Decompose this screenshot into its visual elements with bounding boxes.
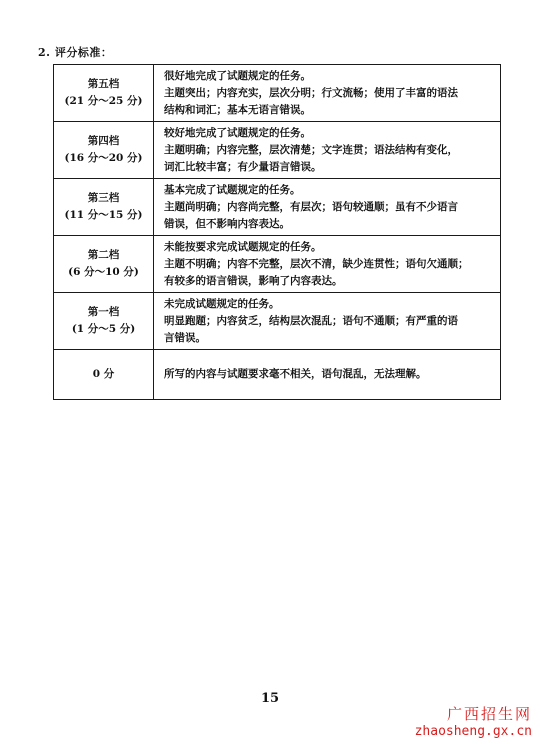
description-line: 未完成试题规定的任务。	[164, 297, 280, 310]
level-name: 第一档	[87, 306, 120, 318]
description-line: 主题突出；内容充实，层次分明；行文流畅；使用了丰富的语法	[164, 86, 458, 99]
watermark-site-name: 广西招生网	[446, 705, 532, 723]
description-line: 结构和词汇；基本无语言错误。	[164, 103, 311, 116]
page-number: 15	[260, 691, 280, 706]
table-row	[54, 293, 501, 350]
table-row	[54, 65, 501, 122]
site-watermark	[415, 706, 532, 740]
description-line: 主题不明确；内容不完整，层次不清，缺少连贯性；语句欠通顺；	[164, 257, 469, 270]
level-score-range: (6 分～10 分)	[68, 266, 139, 278]
description-line: 很好地完成了试题规定的任务。	[164, 69, 311, 82]
description-line: 错误，但不影响内容表达。	[164, 217, 290, 230]
level-name: 第三档	[87, 192, 120, 204]
table-row	[54, 350, 501, 400]
description-cell	[154, 65, 501, 122]
level-cell	[54, 122, 154, 179]
level-name: 0 分	[92, 368, 115, 380]
level-name: 第四档	[87, 135, 120, 147]
level-score-range: (1 分～5 分)	[71, 323, 136, 335]
description-line: 词汇比较丰富；有少量语言错误。	[164, 160, 322, 173]
description-line: 较好地完成了试题规定的任务。	[164, 126, 311, 139]
level-cell	[54, 236, 154, 293]
level-score-range: (21 分～25 分)	[64, 95, 143, 107]
table-row	[54, 122, 501, 179]
description-line: 主题明确；内容完整，层次清楚；文字连贯；语法结构有变化，	[164, 143, 458, 156]
description-cell	[154, 179, 501, 236]
description-cell	[154, 350, 501, 400]
description-line: 明显跑题；内容贫乏，结构层次混乱；语句不通顺；有严重的语	[164, 314, 458, 327]
description-line: 言错误。	[164, 331, 206, 344]
description-line: 基本完成了试题规定的任务。	[164, 183, 301, 196]
level-cell	[54, 65, 154, 122]
description-line: 主题尚明确；内容尚完整，有层次；语句较通顺；虽有不少语言	[164, 200, 458, 213]
level-cell	[54, 293, 154, 350]
level-cell	[54, 350, 154, 400]
level-name: 第五档	[87, 78, 120, 90]
description-cell	[154, 122, 501, 179]
description-line: 所写的内容与试题要求毫不相关，语句混乱，无法理解。	[164, 368, 427, 380]
level-name: 第二档	[87, 249, 120, 261]
description-line: 有较多的语言错误，影响了内容表达。	[164, 274, 343, 287]
level-score-range: (16 分～20 分)	[64, 152, 143, 164]
description-cell	[154, 236, 501, 293]
table-row	[54, 236, 501, 293]
description-cell	[154, 293, 501, 350]
grading-criteria-table	[53, 64, 501, 400]
watermark-url: zhaosheng.gx.cn	[414, 724, 532, 739]
level-score-range: (11 分～15 分)	[64, 209, 143, 221]
level-cell	[54, 179, 154, 236]
table-row	[54, 179, 501, 236]
description-line: 未能按要求完成试题规定的任务。	[164, 240, 322, 253]
section-heading: 2. 评分标准：	[38, 46, 113, 59]
